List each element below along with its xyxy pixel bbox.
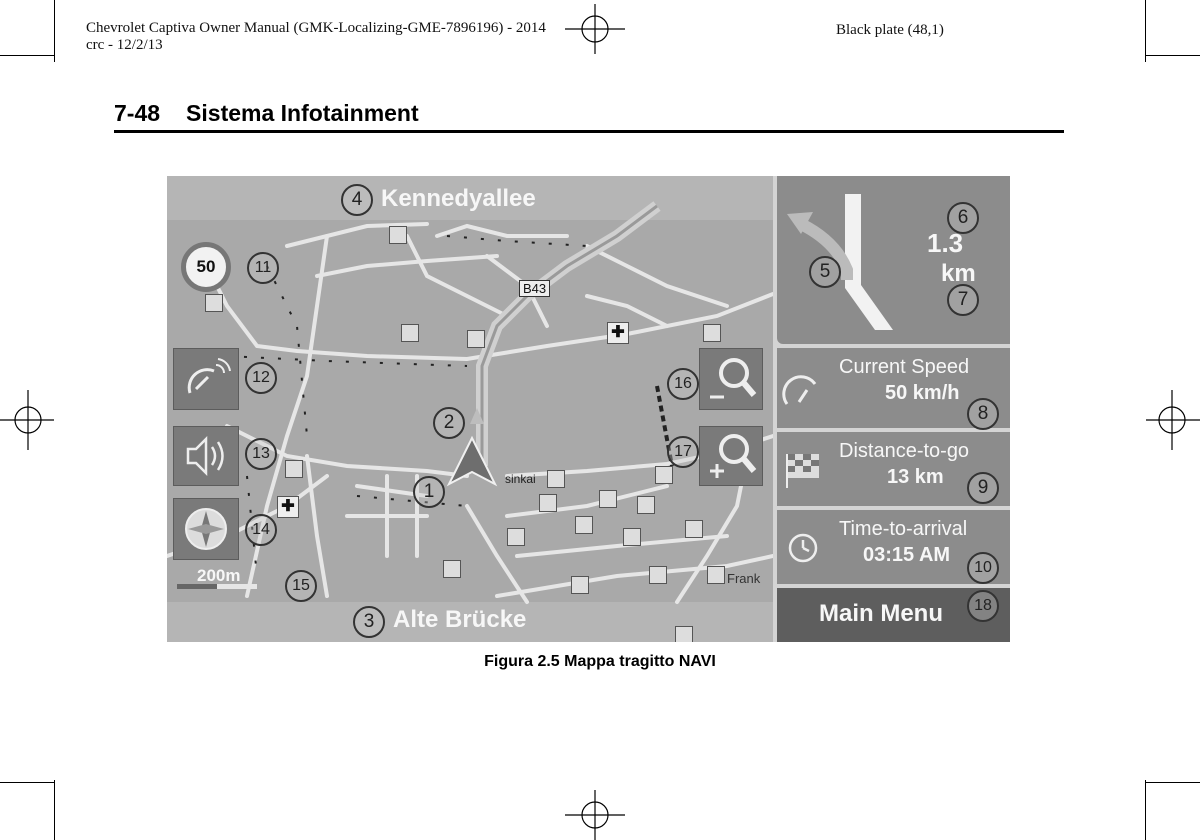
poi-icon	[575, 516, 593, 534]
scale-label: 200m	[197, 566, 241, 585]
current-speed-value: 50 km/h	[885, 382, 960, 404]
header-line-2: crc - 12/2/13	[86, 37, 163, 53]
poi-icon	[637, 496, 655, 514]
time-to-arrival-value: 03:15 AM	[863, 544, 951, 566]
header-line-1: Chevrolet Captiva Owner Manual (GMK-Localizing-GME-7896196) - 2014	[86, 20, 546, 36]
street-name-bottom: Alte Brücke	[393, 606, 527, 633]
plate-label: Black plate (48,1)	[836, 22, 944, 38]
hospital-icon: ✚	[277, 496, 299, 518]
callout-9: 9	[967, 472, 999, 504]
callout-7: 7	[947, 284, 979, 316]
section-heading	[114, 100, 419, 127]
navigation-screen-figure	[167, 176, 1010, 642]
main-menu-label: Main Menu	[819, 600, 943, 627]
registration-mark-top-icon	[565, 4, 625, 54]
zoom-in-icon	[700, 427, 762, 485]
heading-rule	[114, 130, 1064, 133]
poi-icons	[167, 176, 773, 642]
poi-icon	[389, 226, 407, 244]
registration-mark-right-icon	[1146, 390, 1200, 450]
poi-icon	[205, 294, 223, 312]
poi-icon	[599, 490, 617, 508]
distance-to-go-value: 13 km	[887, 466, 944, 488]
turn-indicator-panel	[777, 176, 1010, 344]
turn-distance-unit: km	[941, 260, 976, 287]
zoom-out-button[interactable]	[699, 348, 763, 410]
map-label: sinkai	[505, 472, 536, 486]
poi-icon	[539, 494, 557, 512]
current-speed-label: Current Speed	[839, 356, 970, 378]
map-label: Frank	[727, 571, 761, 586]
callout-8: 8	[967, 398, 999, 430]
crop-mark	[1145, 0, 1146, 62]
callout-18: 18	[967, 590, 999, 622]
checkered-flag-icon	[783, 450, 823, 490]
turn-distance-value: 1.3	[927, 228, 964, 258]
poi-icon	[703, 324, 721, 342]
callout-17: 17	[667, 436, 699, 468]
callout-2: 2	[433, 407, 465, 439]
poi-icon	[547, 470, 565, 488]
road-label: B43	[519, 280, 550, 297]
figure-caption: Figura 2.5 Mappa tragitto NAVI	[484, 653, 716, 670]
speed-limit-sign: 50	[181, 242, 231, 292]
poi-icon	[401, 324, 419, 342]
crop-mark	[0, 55, 54, 56]
map-view[interactable]	[167, 176, 773, 642]
callout-6: 6	[947, 202, 979, 234]
crop-mark	[0, 782, 54, 783]
distance-to-go-label: Distance-to-go	[839, 440, 970, 462]
callout-5: 5	[809, 256, 841, 288]
speedometer-icon	[781, 370, 821, 410]
compass-icon	[174, 499, 238, 559]
poi-icon	[507, 528, 525, 546]
callout-14: 14	[245, 514, 277, 546]
turn-arrow-icon	[783, 190, 893, 330]
registration-mark-bottom-icon	[565, 790, 625, 840]
crop-mark	[54, 0, 55, 62]
callout-4: 4	[341, 184, 373, 216]
crop-mark	[54, 780, 55, 840]
hospital-icon: ✚	[607, 322, 629, 344]
registration-mark-left-icon	[0, 390, 54, 450]
street-name-top: Kennedyallee	[381, 185, 536, 212]
crop-mark	[1146, 782, 1200, 783]
poi-icon	[649, 566, 667, 584]
callout-12: 12	[245, 362, 277, 394]
callout-16: 16	[667, 368, 699, 400]
document-header	[86, 20, 546, 54]
callout-11: 11	[247, 252, 279, 284]
poi-icon	[443, 560, 461, 578]
clock-icon	[785, 530, 821, 566]
poi-icon	[685, 520, 703, 538]
poi-icon	[707, 566, 725, 584]
section-title: Sistema Infotainment	[186, 100, 419, 126]
callout-10: 10	[967, 552, 999, 584]
callout-3: 3	[353, 606, 385, 638]
time-to-arrival-label: Time-to-arrival	[839, 518, 968, 540]
poi-icon	[675, 626, 693, 642]
gps-status-button[interactable]	[173, 348, 239, 410]
speaker-icon	[174, 427, 238, 485]
volume-button[interactable]	[173, 426, 239, 486]
callout-1: 1	[413, 476, 445, 508]
poi-icon	[467, 330, 485, 348]
crop-mark	[1145, 780, 1146, 840]
crop-mark	[1146, 55, 1200, 56]
zoom-in-button[interactable]	[699, 426, 763, 486]
callout-15: 15	[285, 570, 317, 602]
compass-button[interactable]	[173, 498, 239, 560]
poi-icon	[285, 460, 303, 478]
zoom-out-icon	[700, 349, 762, 409]
poi-icon	[623, 528, 641, 546]
poi-icon	[571, 576, 589, 594]
section-number: 7-48	[114, 100, 161, 126]
callout-13: 13	[245, 438, 277, 470]
satellite-icon	[174, 349, 238, 409]
poi-icon	[655, 466, 673, 484]
